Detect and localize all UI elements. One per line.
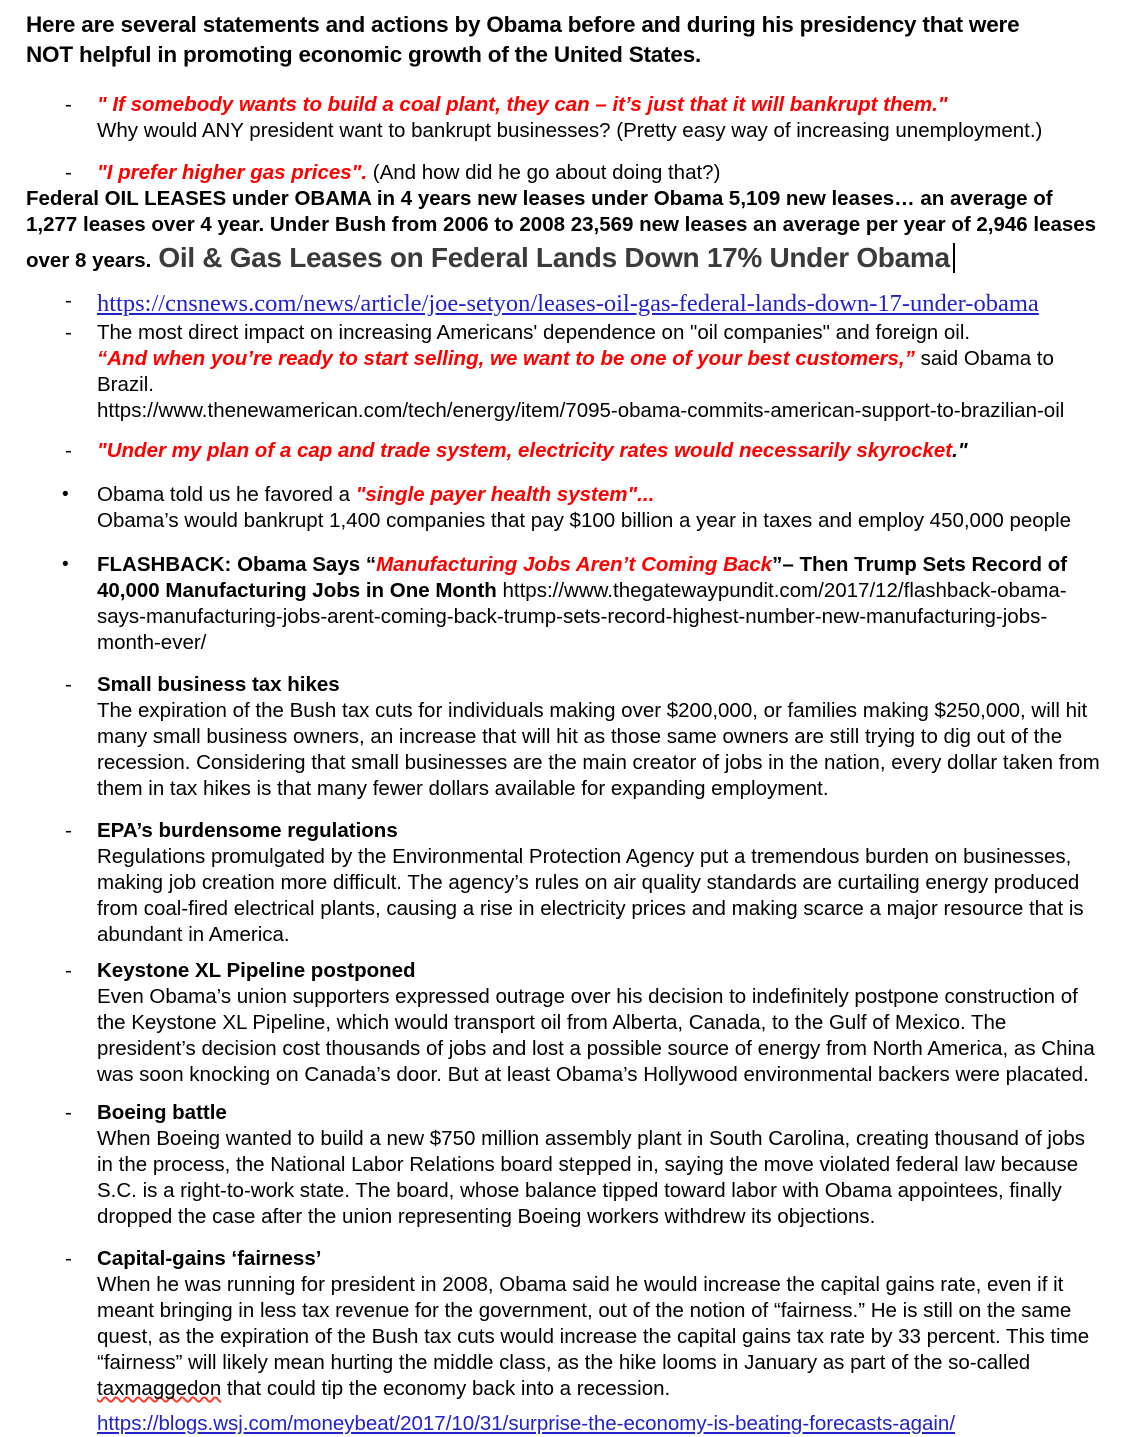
- section-body: When Boeing wanted to build a new $750 million assembly plant in South Carolina, creating thousand of jobs in the process, the National Labor Relations board stepped in, saying the move violated federal law because S.C. is a right-to-work state. The board, whose balance tipped toward labor with Obama appointees, finally dropped the case after the union representing Boeing workers withdrew its objections.: [97, 1127, 1086, 1228]
- capital-gains-body-end: that could tip the economy back into a recession.: [221, 1377, 671, 1400]
- bullet-gas-prices: [26, 160, 1104, 186]
- cap-trade-quote-text: "Under my plan of a cap and trade system, electricity rates would necessarily skyrocket: [97, 439, 953, 462]
- gas-prices-comment: (And how did he go about doing that?): [372, 161, 721, 184]
- thenewamerican-url: https://www.thenewamerican.com/tech/energy/item/7095-obama-commits-american-support-to-brazilian-oil: [97, 399, 1065, 422]
- dependence-text: The most direct impact on increasing Americans' dependence on "oil companies" and foreign oil.: [97, 321, 971, 344]
- section-boeing-battle: [26, 1100, 1104, 1230]
- coal-plant-quote: [97, 92, 1104, 118]
- section-epa-regulations: [26, 818, 1104, 948]
- oil-leases-paragraph: [26, 186, 1104, 278]
- bullet-cnsnews-link: [26, 288, 1104, 320]
- single-payer-line: [97, 482, 1104, 508]
- cap-trade-quote-line: [97, 438, 1104, 464]
- single-payer-quote-text: "single payer health system"...: [355, 483, 655, 506]
- bullet-cap-and-trade: [26, 438, 1104, 464]
- section-keystone-pipeline: [26, 958, 1104, 1088]
- section-body: [97, 1272, 1104, 1402]
- round-bullet: •: [62, 554, 69, 575]
- bullet-coal-plant: [26, 92, 1104, 144]
- section-title: Boeing battle: [97, 1101, 227, 1124]
- dash-bullet: -: [65, 959, 72, 982]
- section-body: Regulations promulgated by the Environmental Protection Agency put a tremendous burden on businesses, making job creation more difficult. The agency’s rules on air quality standards are curtailing energy produced from coal-fired electrical plants, causing a rise in electricity prices and making scarce a major resource that is abundant in America.: [97, 845, 1084, 946]
- bullet-flashback: [26, 552, 1104, 656]
- section-capital-gains: [26, 1246, 1104, 1402]
- oil-leases-headline: Oil & Gas Leases on Federal Lands Down 17% Under Obama: [158, 242, 950, 273]
- cnsnews-link[interactable]: https://cnsnews.com/news/article/joe-setyon/leases-oil-gas-federal-lands-down-17-under-obama: [97, 290, 1039, 317]
- gatewaypundit-url: https://www.thegatewaypundit.com/2017/12/flashback-obama-says-manufacturing-jobs-arent-coming-back-trump-sets-record-highest-number-new-manufacturing-jobs-month-ever/: [97, 579, 1067, 654]
- flashback-bold-lead: FLASHBACK: Obama Says “: [97, 553, 377, 576]
- section-title: Small business tax hikes: [97, 673, 340, 696]
- flashback-quote-text: Manufacturing Jobs Aren’t Coming Back: [376, 553, 773, 576]
- dash-bullet: -: [65, 1247, 72, 1270]
- brazil-attribution: said Obama to Brazil.: [97, 347, 1054, 396]
- section-body: The expiration of the Bush tax cuts for individuals making over $200,000, or families making $250,000, will hit many small business owners, an increase that will hit as those same owners are still trying to dig out of the recession. Considering that small businesses are the main creator of jobs in the nation, every dollar taken from them in tax hikes is that many fewer dollars available for expanding employment.: [97, 699, 1100, 800]
- bullet-oil-dependence: [26, 320, 1104, 424]
- flashback-line: [97, 552, 1104, 656]
- wsj-link-row: [26, 1411, 1104, 1437]
- dash-bullet: -: [65, 289, 72, 312]
- dash-bullet: -: [65, 673, 72, 696]
- wsj-link[interactable]: https://blogs.wsj.com/moneybeat/2017/10/31/surprise-the-economy-is-beating-forecasts-again/: [97, 1412, 956, 1435]
- flashback-bold-tail: ”– Then Trump Sets Record of 40,000 Manufacturing Jobs in One Month: [97, 553, 1068, 602]
- brazil-quote-line: [97, 346, 1104, 398]
- section-body: Even Obama’s union supporters expressed outrage over his decision to indefinitely postpone construction of the Keystone XL Pipeline, which would transport oil from Alberta, Canada, to the Gulf of Mexico. The president’s decision cost thousands of jobs and lost a possible source of energy from North America, as China was soon knocking on Canada’s door. But at least Obama’s Hollywood environmental backers were placated.: [97, 985, 1095, 1086]
- cap-trade-quote-suffix: .": [952, 439, 968, 462]
- gas-prices-quote-text: "I prefer higher gas prices".: [97, 161, 373, 184]
- section-title: Capital-gains ‘fairness’: [97, 1247, 322, 1270]
- capital-gains-body-start: When he was running for president in 2008, Obama said he would increase the capital gains rate, even if it meant bringing in less tax revenue for the government, out of the notion of “fairness.” He is still on the same quest, as the expiration of the Bush tax cuts would increase the capital gains tax rate by 33 percent. This time “fairness” will likely mean hurting the middle class, as the hike looms in January as part of the so-called: [97, 1273, 1090, 1374]
- section-title: EPA’s burdensome regulations: [97, 819, 398, 842]
- single-payer-detail: Obama’s would bankrupt 1,400 companies that pay $100 billion a year in taxes and employ 450,000 people: [97, 509, 1072, 532]
- text-cursor: [953, 243, 955, 273]
- dash-bullet: -: [65, 439, 72, 462]
- gas-prices-line: [97, 160, 1104, 186]
- dash-bullet: -: [65, 161, 72, 184]
- bullet-single-payer: [26, 482, 1104, 534]
- oil-leases-stats: Federal OIL LEASES under OBAMA in 4 years new leases under Obama 5,109 new leases… an average of 1,277 leases over 4 year. Under Bush from 2006 to 2008 23,569 new leases an average per year of 2,946 leases over 8 years.: [26, 187, 1097, 272]
- misspelled-word: taxmaggedon: [97, 1377, 222, 1400]
- cnsnews-link-line: [97, 288, 1104, 320]
- section-title: Keystone XL Pipeline postponed: [97, 959, 416, 982]
- single-payer-lead: Obama told us he favored a: [97, 483, 356, 506]
- title-line-2: NOT helpful in promoting economic growth of the United States.: [26, 42, 702, 67]
- brazil-quote-text: “And when you’re ready to start selling, we want to be one of your best customers,”: [97, 347, 915, 370]
- dash-bullet: -: [65, 1101, 72, 1124]
- coal-plant-comment: Why would ANY president want to bankrupt businesses? (Pretty easy way of increasing unemployment.): [97, 119, 1043, 142]
- title-line-1: Here are several statements and actions by Obama before and during his presidency that were: [26, 12, 1020, 37]
- document-title: [26, 10, 1104, 70]
- section-small-business-tax-hikes: [26, 672, 1104, 802]
- dash-bullet: -: [65, 819, 72, 842]
- round-bullet: •: [62, 484, 69, 505]
- coal-plant-quote-text: " If somebody wants to build a coal plant, they can – it’s just that it will bankrupt them.": [97, 93, 948, 116]
- dash-bullet: -: [65, 93, 72, 116]
- dash-bullet: -: [65, 321, 72, 344]
